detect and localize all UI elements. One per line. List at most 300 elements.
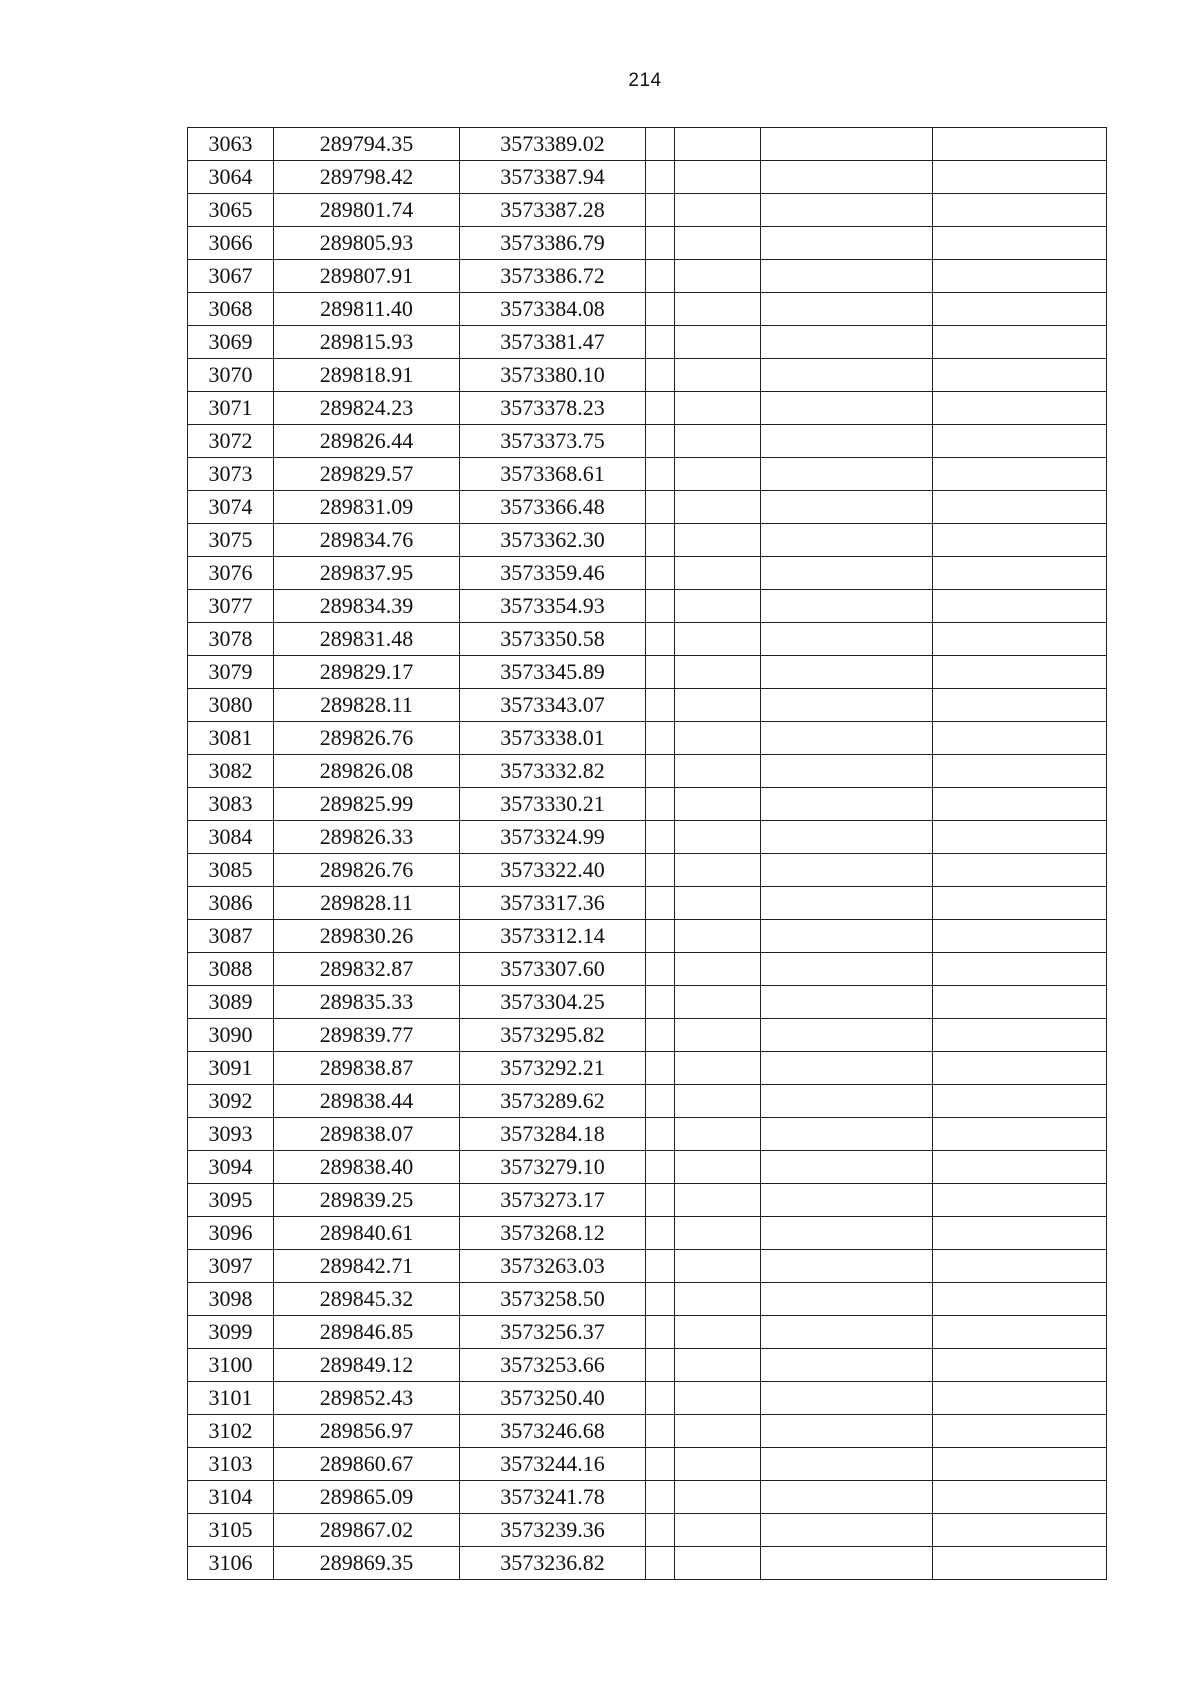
empty-cell [675, 689, 761, 722]
y-coordinate-cell: 3573381.47 [460, 326, 646, 359]
y-coordinate-cell: 3573304.25 [460, 986, 646, 1019]
y-coordinate-cell: 3573354.93 [460, 590, 646, 623]
table-row [188, 425, 1107, 458]
point-number-cell: 3097 [188, 1250, 274, 1283]
point-number-cell: 3102 [188, 1415, 274, 1448]
x-coordinate-cell: 289798.42 [274, 161, 460, 194]
empty-cell [646, 821, 675, 854]
y-coordinate-cell: 3573362.30 [460, 524, 646, 557]
x-coordinate-cell: 289852.43 [274, 1382, 460, 1415]
empty-cell [675, 425, 761, 458]
empty-cell [675, 887, 761, 920]
point-number-cell: 3095 [188, 1184, 274, 1217]
empty-cell [675, 1382, 761, 1415]
table-row [188, 656, 1107, 689]
empty-cell [675, 194, 761, 227]
table-row [188, 227, 1107, 260]
empty-cell [933, 986, 1107, 1019]
y-coordinate-cell: 3573330.21 [460, 788, 646, 821]
y-coordinate-cell: 3573250.40 [460, 1382, 646, 1415]
empty-cell [675, 1448, 761, 1481]
empty-cell [761, 1349, 933, 1382]
point-number-cell: 3092 [188, 1085, 274, 1118]
empty-cell [675, 953, 761, 986]
table-row [188, 1217, 1107, 1250]
x-coordinate-cell: 289838.07 [274, 1118, 460, 1151]
table-row [188, 1316, 1107, 1349]
empty-cell [675, 1052, 761, 1085]
point-number-cell: 3073 [188, 458, 274, 491]
table-row [188, 590, 1107, 623]
point-number-cell: 3076 [188, 557, 274, 590]
point-number-cell: 3096 [188, 1217, 274, 1250]
empty-cell [761, 293, 933, 326]
table-row [188, 722, 1107, 755]
table-row [188, 1250, 1107, 1283]
empty-cell [933, 854, 1107, 887]
empty-cell [646, 1217, 675, 1250]
y-coordinate-cell: 3573295.82 [460, 1019, 646, 1052]
point-number-cell: 3071 [188, 392, 274, 425]
empty-cell [933, 722, 1107, 755]
empty-cell [675, 1481, 761, 1514]
empty-cell [761, 986, 933, 1019]
y-coordinate-cell: 3573350.58 [460, 623, 646, 656]
empty-cell [933, 227, 1107, 260]
y-coordinate-cell: 3573387.94 [460, 161, 646, 194]
empty-cell [675, 656, 761, 689]
y-coordinate-cell: 3573380.10 [460, 359, 646, 392]
empty-cell [646, 1514, 675, 1547]
empty-cell [675, 458, 761, 491]
point-number-cell: 3103 [188, 1448, 274, 1481]
table-row [188, 1019, 1107, 1052]
empty-cell [761, 1382, 933, 1415]
empty-cell [761, 1283, 933, 1316]
empty-cell [933, 557, 1107, 590]
empty-cell [646, 590, 675, 623]
empty-cell [646, 1349, 675, 1382]
empty-cell [933, 1217, 1107, 1250]
x-coordinate-cell: 289867.02 [274, 1514, 460, 1547]
empty-cell [933, 1118, 1107, 1151]
empty-cell [675, 623, 761, 656]
y-coordinate-cell: 3573332.82 [460, 755, 646, 788]
empty-cell [761, 1217, 933, 1250]
y-coordinate-cell: 3573317.36 [460, 887, 646, 920]
table-row [188, 920, 1107, 953]
empty-cell [761, 887, 933, 920]
empty-cell [675, 557, 761, 590]
empty-cell [675, 1250, 761, 1283]
empty-cell [761, 1085, 933, 1118]
empty-cell [933, 1250, 1107, 1283]
y-coordinate-cell: 3573324.99 [460, 821, 646, 854]
y-coordinate-cell: 3573284.18 [460, 1118, 646, 1151]
empty-cell [761, 623, 933, 656]
empty-cell [761, 491, 933, 524]
empty-cell [761, 821, 933, 854]
table-row [188, 1118, 1107, 1151]
y-coordinate-cell: 3573387.28 [460, 194, 646, 227]
empty-cell [761, 326, 933, 359]
y-coordinate-cell: 3573246.68 [460, 1415, 646, 1448]
x-coordinate-cell: 289869.35 [274, 1547, 460, 1580]
x-coordinate-cell: 289856.97 [274, 1415, 460, 1448]
point-number-cell: 3087 [188, 920, 274, 953]
empty-cell [933, 1349, 1107, 1382]
x-coordinate-cell: 289849.12 [274, 1349, 460, 1382]
x-coordinate-cell: 289834.39 [274, 590, 460, 623]
empty-cell [646, 755, 675, 788]
empty-cell [646, 1184, 675, 1217]
table-row [188, 755, 1107, 788]
table-row [188, 1415, 1107, 1448]
table-row [188, 557, 1107, 590]
empty-cell [646, 293, 675, 326]
empty-cell [761, 227, 933, 260]
point-number-cell: 3066 [188, 227, 274, 260]
empty-cell [933, 1052, 1107, 1085]
empty-cell [761, 590, 933, 623]
empty-cell [933, 1514, 1107, 1547]
x-coordinate-cell: 289818.91 [274, 359, 460, 392]
table-row [188, 260, 1107, 293]
empty-cell [646, 788, 675, 821]
table-row [188, 458, 1107, 491]
empty-cell [646, 656, 675, 689]
point-number-cell: 3065 [188, 194, 274, 227]
empty-cell [933, 425, 1107, 458]
point-number-cell: 3070 [188, 359, 274, 392]
y-coordinate-cell: 3573244.16 [460, 1448, 646, 1481]
x-coordinate-cell: 289838.40 [274, 1151, 460, 1184]
empty-cell [933, 524, 1107, 557]
point-number-cell: 3068 [188, 293, 274, 326]
empty-cell [933, 953, 1107, 986]
x-coordinate-cell: 289839.25 [274, 1184, 460, 1217]
point-number-cell: 3106 [188, 1547, 274, 1580]
empty-cell [761, 194, 933, 227]
empty-cell [646, 260, 675, 293]
empty-cell [646, 854, 675, 887]
empty-cell [675, 392, 761, 425]
table-row [188, 1481, 1107, 1514]
empty-cell [675, 260, 761, 293]
x-coordinate-cell: 289815.93 [274, 326, 460, 359]
empty-cell [761, 1250, 933, 1283]
empty-cell [675, 1118, 761, 1151]
y-coordinate-cell: 3573389.02 [460, 128, 646, 161]
x-coordinate-cell: 289860.67 [274, 1448, 460, 1481]
point-number-cell: 3063 [188, 128, 274, 161]
point-number-cell: 3085 [188, 854, 274, 887]
empty-cell [933, 887, 1107, 920]
empty-cell [933, 1382, 1107, 1415]
empty-cell [646, 359, 675, 392]
empty-cell [675, 722, 761, 755]
point-number-cell: 3084 [188, 821, 274, 854]
empty-cell [646, 887, 675, 920]
x-coordinate-cell: 289826.76 [274, 722, 460, 755]
empty-cell [646, 689, 675, 722]
empty-cell [933, 161, 1107, 194]
empty-cell [675, 788, 761, 821]
empty-cell [933, 1283, 1107, 1316]
y-coordinate-cell: 3573263.03 [460, 1250, 646, 1283]
empty-cell [933, 491, 1107, 524]
empty-cell [646, 392, 675, 425]
empty-cell [761, 755, 933, 788]
empty-cell [646, 1250, 675, 1283]
empty-cell [933, 1019, 1107, 1052]
table-row [188, 689, 1107, 722]
x-coordinate-cell: 289846.85 [274, 1316, 460, 1349]
y-coordinate-cell: 3573256.37 [460, 1316, 646, 1349]
empty-cell [675, 326, 761, 359]
y-coordinate-cell: 3573384.08 [460, 293, 646, 326]
empty-cell [933, 1547, 1107, 1580]
empty-cell [933, 1316, 1107, 1349]
y-coordinate-cell: 3573386.79 [460, 227, 646, 260]
x-coordinate-cell: 289824.23 [274, 392, 460, 425]
empty-cell [761, 656, 933, 689]
empty-cell [646, 194, 675, 227]
empty-cell [675, 1184, 761, 1217]
y-coordinate-cell: 3573292.21 [460, 1052, 646, 1085]
empty-cell [761, 392, 933, 425]
y-coordinate-cell: 3573241.78 [460, 1481, 646, 1514]
x-coordinate-cell: 289826.33 [274, 821, 460, 854]
y-coordinate-cell: 3573359.46 [460, 557, 646, 590]
empty-cell [933, 1151, 1107, 1184]
empty-cell [761, 1547, 933, 1580]
empty-cell [675, 128, 761, 161]
empty-cell [761, 128, 933, 161]
empty-cell [933, 260, 1107, 293]
table-row [188, 1448, 1107, 1481]
point-number-cell: 3094 [188, 1151, 274, 1184]
empty-cell [933, 788, 1107, 821]
point-number-cell: 3104 [188, 1481, 274, 1514]
empty-cell [675, 1316, 761, 1349]
point-number-cell: 3072 [188, 425, 274, 458]
empty-cell [675, 821, 761, 854]
page-number: 214 [628, 70, 662, 91]
x-coordinate-cell: 289839.77 [274, 1019, 460, 1052]
y-coordinate-cell: 3573338.01 [460, 722, 646, 755]
empty-cell [761, 1151, 933, 1184]
empty-cell [933, 359, 1107, 392]
empty-cell [675, 590, 761, 623]
x-coordinate-cell: 289845.32 [274, 1283, 460, 1316]
empty-cell [646, 722, 675, 755]
empty-cell [761, 458, 933, 491]
x-coordinate-cell: 289834.76 [274, 524, 460, 557]
point-number-cell: 3090 [188, 1019, 274, 1052]
x-coordinate-cell: 289830.26 [274, 920, 460, 953]
table-row [188, 1349, 1107, 1382]
empty-cell [675, 1217, 761, 1250]
table-row [188, 986, 1107, 1019]
empty-cell [761, 788, 933, 821]
y-coordinate-cell: 3573373.75 [460, 425, 646, 458]
x-coordinate-cell: 289805.93 [274, 227, 460, 260]
empty-cell [646, 1547, 675, 1580]
empty-cell [675, 491, 761, 524]
table-row [188, 491, 1107, 524]
table-row [188, 1283, 1107, 1316]
empty-cell [675, 755, 761, 788]
table-row [188, 854, 1107, 887]
empty-cell [646, 1415, 675, 1448]
empty-cell [675, 1349, 761, 1382]
empty-cell [933, 194, 1107, 227]
empty-cell [646, 326, 675, 359]
y-coordinate-cell: 3573279.10 [460, 1151, 646, 1184]
point-number-cell: 3082 [188, 755, 274, 788]
empty-cell [933, 293, 1107, 326]
table-row [188, 1514, 1107, 1547]
point-number-cell: 3101 [188, 1382, 274, 1415]
empty-cell [646, 1118, 675, 1151]
table-row [188, 194, 1107, 227]
point-number-cell: 3067 [188, 260, 274, 293]
empty-cell [675, 920, 761, 953]
empty-cell [675, 1547, 761, 1580]
point-number-cell: 3093 [188, 1118, 274, 1151]
y-coordinate-cell: 3573258.50 [460, 1283, 646, 1316]
y-coordinate-cell: 3573239.36 [460, 1514, 646, 1547]
empty-cell [933, 1085, 1107, 1118]
empty-cell [646, 623, 675, 656]
point-number-cell: 3083 [188, 788, 274, 821]
table-row [188, 821, 1107, 854]
table-row [188, 788, 1107, 821]
empty-cell [646, 920, 675, 953]
table-row [188, 326, 1107, 359]
empty-cell [646, 1085, 675, 1118]
empty-cell [646, 425, 675, 458]
empty-cell [933, 1415, 1107, 1448]
empty-cell [761, 1019, 933, 1052]
x-coordinate-cell: 289831.09 [274, 491, 460, 524]
empty-cell [933, 392, 1107, 425]
empty-cell [761, 1415, 933, 1448]
point-number-cell: 3091 [188, 1052, 274, 1085]
point-number-cell: 3077 [188, 590, 274, 623]
x-coordinate-cell: 289828.11 [274, 887, 460, 920]
y-coordinate-cell: 3573368.61 [460, 458, 646, 491]
table-row [188, 623, 1107, 656]
y-coordinate-cell: 3573236.82 [460, 1547, 646, 1580]
empty-cell [675, 986, 761, 1019]
empty-cell [646, 1448, 675, 1481]
empty-cell [761, 689, 933, 722]
empty-cell [646, 524, 675, 557]
table-row [188, 359, 1107, 392]
empty-cell [675, 854, 761, 887]
point-number-cell: 3099 [188, 1316, 274, 1349]
empty-cell [933, 656, 1107, 689]
y-coordinate-cell: 3573253.66 [460, 1349, 646, 1382]
y-coordinate-cell: 3573307.60 [460, 953, 646, 986]
table-row [188, 953, 1107, 986]
empty-cell [933, 689, 1107, 722]
y-coordinate-cell: 3573343.07 [460, 689, 646, 722]
x-coordinate-cell: 289826.44 [274, 425, 460, 458]
empty-cell [646, 1151, 675, 1184]
y-coordinate-cell: 3573312.14 [460, 920, 646, 953]
point-number-cell: 3078 [188, 623, 274, 656]
point-number-cell: 3088 [188, 953, 274, 986]
table-row [188, 524, 1107, 557]
point-number-cell: 3080 [188, 689, 274, 722]
x-coordinate-cell: 289838.44 [274, 1085, 460, 1118]
empty-cell [646, 458, 675, 491]
x-coordinate-cell: 289835.33 [274, 986, 460, 1019]
empty-cell [761, 920, 933, 953]
empty-cell [646, 227, 675, 260]
empty-cell [646, 986, 675, 1019]
empty-cell [675, 1085, 761, 1118]
empty-cell [761, 524, 933, 557]
empty-cell [646, 491, 675, 524]
table-row [188, 161, 1107, 194]
point-number-cell: 3064 [188, 161, 274, 194]
empty-cell [646, 128, 675, 161]
coordinate-table [187, 127, 1107, 1580]
empty-cell [933, 1481, 1107, 1514]
empty-cell [646, 1382, 675, 1415]
x-coordinate-cell: 289811.40 [274, 293, 460, 326]
coordinate-table-body [188, 128, 1107, 1580]
empty-cell [761, 557, 933, 590]
empty-cell [675, 359, 761, 392]
empty-cell [933, 755, 1107, 788]
empty-cell [646, 1052, 675, 1085]
empty-cell [933, 821, 1107, 854]
y-coordinate-cell: 3573322.40 [460, 854, 646, 887]
y-coordinate-cell: 3573386.72 [460, 260, 646, 293]
y-coordinate-cell: 3573268.12 [460, 1217, 646, 1250]
point-number-cell: 3100 [188, 1349, 274, 1382]
table-row [188, 128, 1107, 161]
table-row [188, 1382, 1107, 1415]
empty-cell [675, 524, 761, 557]
empty-cell [761, 1316, 933, 1349]
empty-cell [933, 128, 1107, 161]
y-coordinate-cell: 3573378.23 [460, 392, 646, 425]
y-coordinate-cell: 3573366.48 [460, 491, 646, 524]
empty-cell [761, 953, 933, 986]
empty-cell [761, 1052, 933, 1085]
empty-cell [933, 920, 1107, 953]
point-number-cell: 3105 [188, 1514, 274, 1547]
empty-cell [761, 161, 933, 194]
empty-cell [761, 1184, 933, 1217]
x-coordinate-cell: 289831.48 [274, 623, 460, 656]
point-number-cell: 3075 [188, 524, 274, 557]
x-coordinate-cell: 289801.74 [274, 194, 460, 227]
empty-cell [761, 359, 933, 392]
y-coordinate-cell: 3573273.17 [460, 1184, 646, 1217]
point-number-cell: 3089 [188, 986, 274, 1019]
point-number-cell: 3069 [188, 326, 274, 359]
x-coordinate-cell: 289865.09 [274, 1481, 460, 1514]
x-coordinate-cell: 289826.08 [274, 755, 460, 788]
empty-cell [761, 260, 933, 293]
